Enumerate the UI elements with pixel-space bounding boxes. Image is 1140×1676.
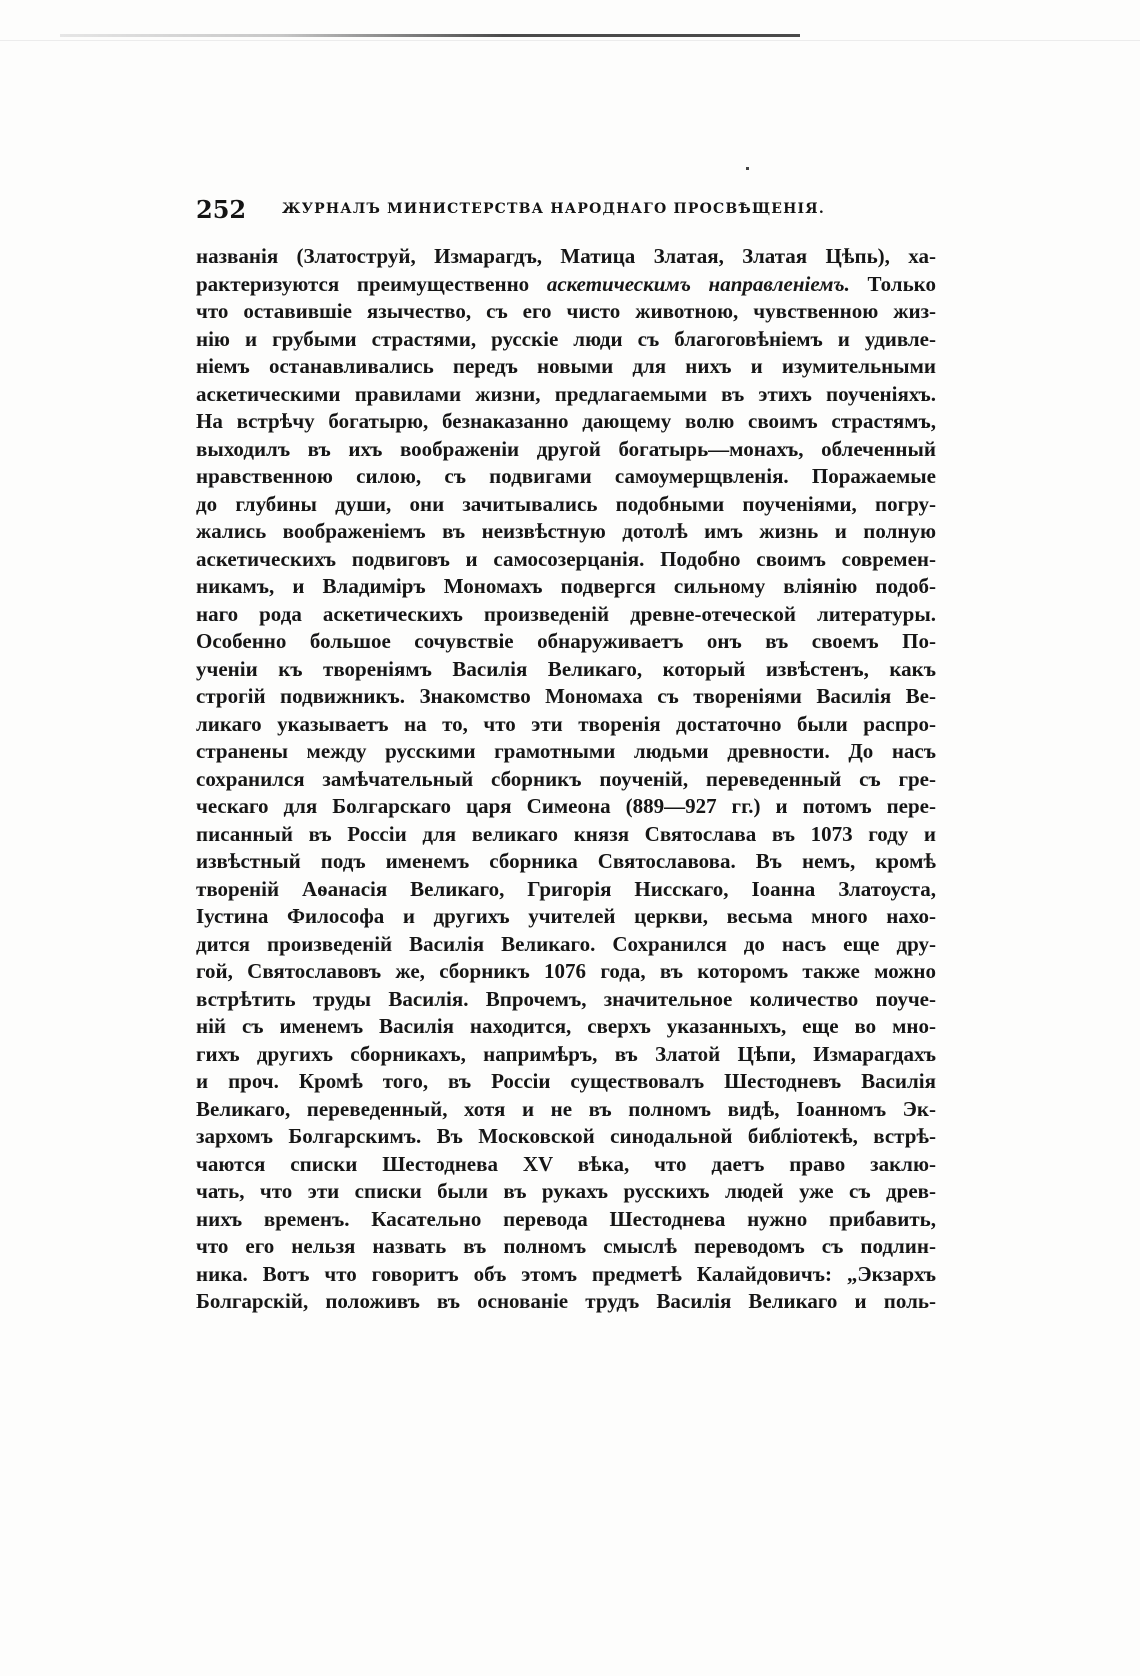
text-line: На встрѣчу богатырю, безнаказанно дающему волю своимъ страстямъ, xyxy=(196,409,936,433)
text-line: чаются списки Шестоднева XV вѣка, что даетъ право заклю- xyxy=(196,1151,936,1176)
scan-speck xyxy=(746,167,749,170)
text-line: нравственною силою, съ подвигами самоумерщвленія. Поражаемые xyxy=(196,464,936,488)
page-number: 252 xyxy=(196,195,247,224)
text-line: до глубины души, они зачитывались подобными поученіями, погру- xyxy=(196,491,936,516)
body-text xyxy=(196,243,936,1316)
text-line: ликаго указываетъ на то, что эти творенія достаточно были распро- xyxy=(196,711,936,736)
text-line: чать, что эти списки были въ рукахъ русскихъ людей уже съ древ- xyxy=(196,1179,936,1203)
text-line: ческаго для Болгарскаго царя Симеона (889—927 гг.) и потомъ пере- xyxy=(196,794,936,818)
text-line: гой, Святославовъ же, сборникъ 1076 года, въ которомъ также можно xyxy=(196,959,936,983)
text-line: выходилъ въ ихъ воображеніи другой богатырь—монахъ, облеченный xyxy=(196,436,936,461)
text-line: гихъ другихъ сборникахъ, напримѣръ, въ Златой Цѣпи, Измарагдахъ xyxy=(196,1041,936,1066)
text-line: аскетическими правилами жизни, предлагаемыми въ этихъ поученіяхъ. xyxy=(196,381,936,406)
text-line: ученіи къ твореніямъ Василія Великаго, который извѣстенъ, какъ xyxy=(196,656,936,681)
text-line: странены между русскими грамотными людьми древности. До насъ xyxy=(196,739,936,763)
text-line: строгій подвижникъ. Знакомство Мономаха съ твореніями Василія Ве- xyxy=(196,684,936,708)
text-line: жались воображеніемъ въ неизвѣстную дотолѣ имъ жизнь и полную xyxy=(196,519,936,543)
text-line: ника. Вотъ что говоритъ объ этомъ предметѣ Калайдовичъ: „Экзархъ xyxy=(196,1261,936,1286)
scan-edge-shadow xyxy=(60,34,800,37)
text-line: наго рода аскетическихъ произведеній древне-отеческой литературы. xyxy=(196,601,936,626)
text-line: зархомъ Болгарскимъ. Въ Московской синодальной библіотекѣ, встрѣ- xyxy=(196,1124,936,1148)
text-line: писанный въ Россіи для великаго князя Святослава въ 1073 году и xyxy=(196,821,936,846)
text-line: ній съ именемъ Василія находится, сверхъ указанныхъ, еще во мно- xyxy=(196,1014,936,1038)
text-line: встрѣтить труды Василія. Впрочемъ, значительное количество поуче- xyxy=(196,986,936,1011)
text-line: Болгарскій, положивъ въ основаніе трудъ Василія Великаго и поль- xyxy=(196,1289,936,1313)
text-line: сохранился замѣчательный сборникъ поученій, переведенный съ гре- xyxy=(196,766,936,791)
text-line: что его нельзя назвать въ полномъ смыслѣ переводомъ съ подлин- xyxy=(196,1234,936,1258)
text-line: нію и грубыми страстями, русскіе люди съ благоговѣніемъ и удивле- xyxy=(196,326,936,351)
text-segment: рактеризуются преимущественно xyxy=(196,271,530,296)
text-line-with-emphasis xyxy=(196,271,936,299)
text-line: извѣстный подъ именемъ сборника Святославова. Въ немъ, кромѣ xyxy=(196,849,936,873)
text-line: что оставившіе язычество, съ его чисто животною, чувственною жиз- xyxy=(196,299,936,323)
text-line: названія (Златоструй, Измарагдъ, Матица Златая, Златая Цѣпь), ха- xyxy=(196,244,936,268)
text-line: Іустина Философа и другихъ учителей церкви, весьма много нахо- xyxy=(196,904,936,928)
text-line: нихъ временъ. Касательно перевода Шестоднева нужно прибавить, xyxy=(196,1206,936,1231)
emphasized-phrase: аскетическимъ направленіемъ. xyxy=(546,271,850,296)
text-line: и проч. Кромѣ того, въ Россіи существовалъ Шестодневъ Василія xyxy=(196,1069,936,1093)
scan-edge-line xyxy=(0,40,1140,41)
text-line: никамъ, и Владиміръ Мономахъ подвергся сильному вліянію подоб- xyxy=(196,574,936,598)
text-segment: Только xyxy=(867,271,936,296)
text-line: ніемъ останавливались передъ новыми для нихъ и изумительными xyxy=(196,354,936,378)
text-line: Великаго, переведенный, хотя и не въ полномъ видѣ, Іоанномъ Эк- xyxy=(196,1096,936,1121)
text-line: твореній Аѳанасія Великаго, Григорія Нисскаго, Іоанна Златоуста, xyxy=(196,876,936,901)
text-line: Особенно большое сочувствіе обнаруживаетъ онъ въ своемъ По- xyxy=(196,629,936,653)
text-line: дится произведеній Василія Великаго. Сохранился до насъ еще дру- xyxy=(196,931,936,956)
journal-title: ЖУРНАЛЪ МИНИСТЕРСТВА НАРОДНАГО ПРОСВѢЩЕНІЯ. xyxy=(282,201,825,217)
text-line: аскетическихъ подвиговъ и самосозерцанія. Подобно своимъ современ- xyxy=(196,546,936,571)
